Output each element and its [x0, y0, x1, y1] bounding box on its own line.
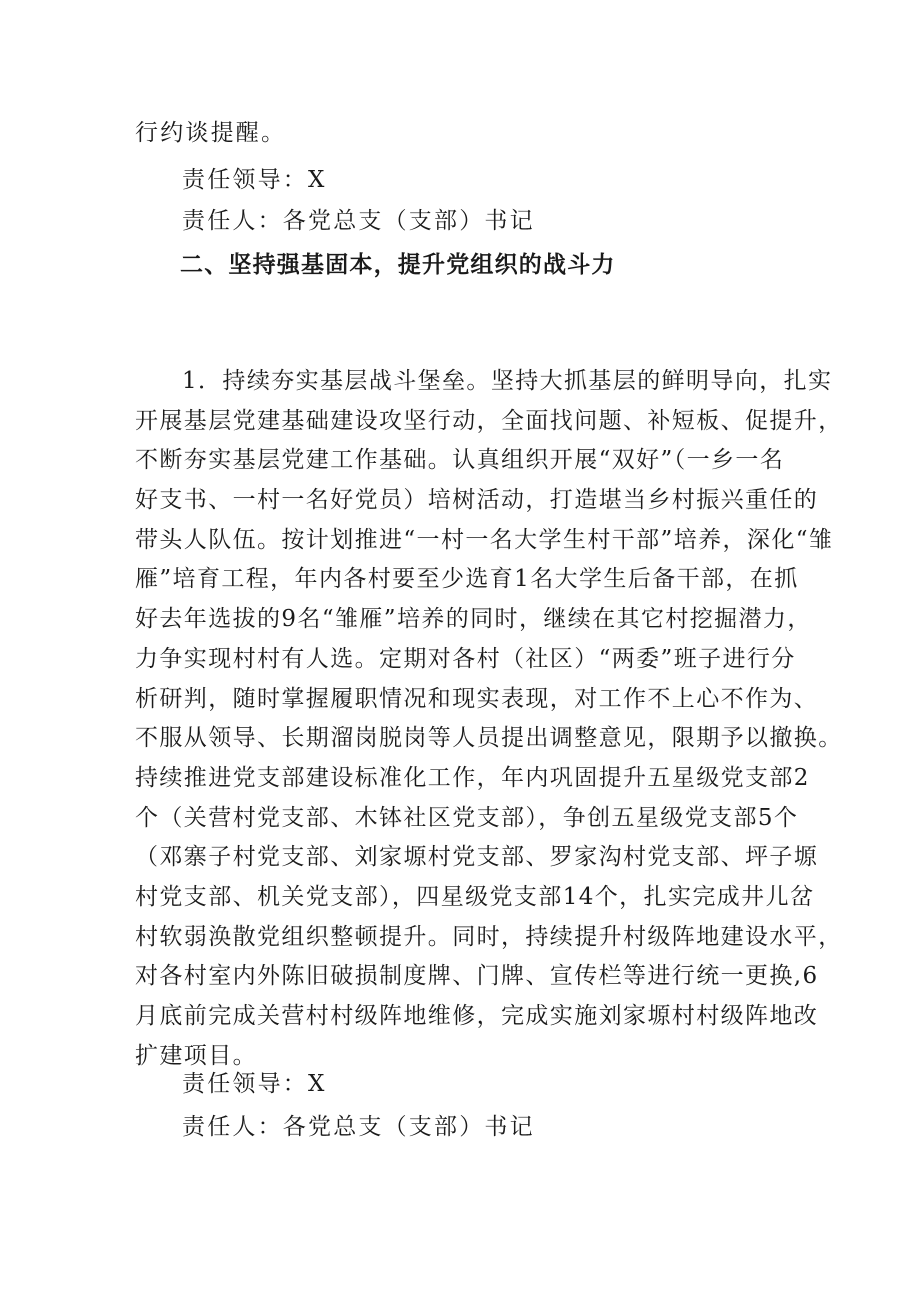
continuation-text: 行约谈提醒。: [135, 120, 287, 146]
responsible-leader-2: 责任领导：X: [182, 1071, 327, 1097]
paragraph-1: [135, 362, 843, 1076]
paragraph-line: 好去年选拔的9名“雏雁”培养的同时，继续在其它村挖掘潜力，: [135, 606, 812, 633]
paragraph-line: 析研判，随时掌握履职情况和现实表现，对工作不上心不作为、: [135, 685, 819, 712]
paragraph-line: 1．持续夯实基层战斗堡垒。坚持大抓基层的鲜明导向，扎实: [182, 368, 833, 394]
paragraph-line: 持续推进党支部建设标准化工作，年内巩固提升五星级党支部2: [135, 764, 810, 791]
paragraph-line: 雁”培育工程，年内各村要至少选育1名大学生后备干部，在抓: [135, 566, 799, 593]
paragraph-line: 村软弱涣散党组织整顿提升。同时，持续提升村级阵地建设水平，: [135, 923, 843, 950]
paragraph-line: 村党支部、机关党支部），四星级党支部14个，扎实完成井儿岔: [135, 883, 815, 910]
paragraph-line: 力争实现村村有人选。定期对各村（社区）“两委”班子进行分: [135, 645, 796, 672]
paragraph-line: 对各村室内外陈旧破损制度牌、门牌、宣传栏等进行统一更换,6: [135, 963, 819, 990]
paragraph-line: （邓寨子村党支部、刘家塬村党支部、罗家沟村党支部、坪子塬: [135, 844, 819, 871]
paragraph-line: 不服从领导、长期溜岗脱岗等人员提出调整意见，限期予以撤换。: [135, 725, 843, 752]
paragraph-line: 好支书、一村一名好党员）培树活动，打造堪当乡村振兴重任的: [135, 487, 819, 514]
paragraph-line: 带头人队伍。按计划推进“一村一名大学生村干部”培养，深化“雏: [135, 526, 834, 553]
responsible-person-2: 责任人：各党总支（支部）书记: [182, 1114, 535, 1140]
section-heading-2: 二、坚持强基固本，提升党组织的战斗力: [180, 252, 616, 278]
paragraph-line: 扩建项目。: [135, 1042, 257, 1069]
paragraph-line: 月底前完成关营村村级阵地维修，完成实施刘家塬村村级阵地改: [135, 1003, 819, 1029]
paragraph-line: 开展基层党建基础建设攻坚行动，全面找问题、补短板、促提升，: [135, 407, 843, 434]
paragraph-line: 不断夯实基层党建工作基础。认真组织开展“双好”（一乡一名: [135, 447, 785, 474]
paragraph-line: 个（关营村党支部、木钵社区党支部），争创五星级党支部5个: [135, 804, 799, 831]
responsible-leader-1: 责任领导：X: [182, 167, 327, 193]
responsible-person-1: 责任人：各党总支（支部）书记: [182, 208, 535, 234]
